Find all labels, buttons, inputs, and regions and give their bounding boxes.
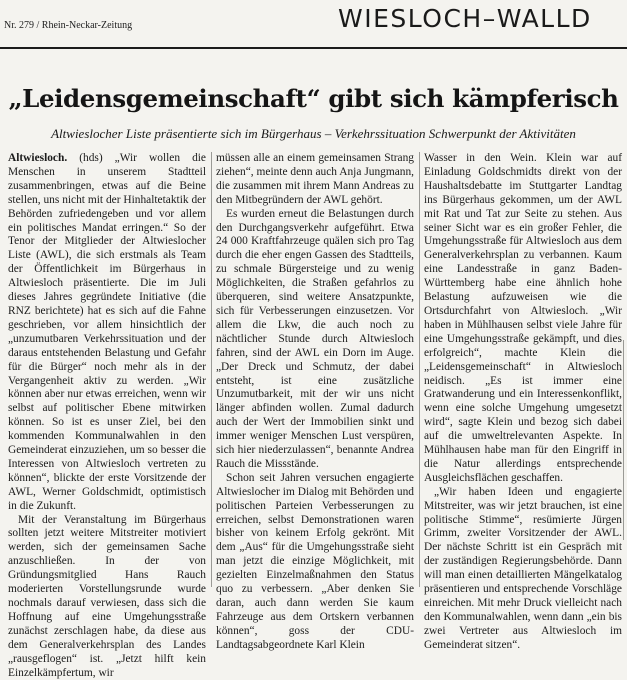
paragraph: Wasser in den Wein. Klein war auf Einladung Goldschmidts direkt von der Haushaltsdebatte im Stuttgarter Landtag ins Bürgerhaus gekommen, um der AWL mit Rat und Tat zur Seite zu stehen. Aus seiner Sicht war es ein großer Fehler, die Umgehungsstraße für Altwiesloch aus dem Generalverkehrsplan zu verbannen. Kaum eine Landesstraße in ganz Baden-Württemberg habe eine ähnlich hohe Belastung aufzuweisen wie die Ortsdurchfahrt von Altwiesloch. „Wir haben in Mühlhausen selbst viele Jahre für eine Umgehungsstraße gekämpft, und dies erfolgreich“, machte Klein die „Leidensgemeinschaft“ in Altwiesloch neidisch. „Es ist immer eine Gratwanderung und ein Interessenkonflikt, wenn eine solche Umgehung umgesetzt wird“, sagte Klein und bezog sich dabei auf die umweltrelevanten Aspekte. In Mühlhausen habe man für den Eingriff in die Natur allerdings entsprechende Ausgleichsflächen geschaffen.: [424, 152, 622, 484]
section-title: WIESLOCH–WALLD: [338, 4, 592, 33]
article-column-1: [8, 152, 206, 680]
paragraph: Mit der Veranstaltung im Bürgerhaus sollten jetzt weitere Mitstreiter motiviert werden, sich der gemeinsamen Sache anzuschließen. In der von Gründungsmitglied Hans Rauch moderierten Vorstellungsrunde wurde nochmals darauf verwiesen, dass sich die Hoffnung auf eine Umgehungsstraße zunächst zerschlagen habe, da diese aus dem Generalverkehrsplan des Landes „rausgeflogen“ ist. „Jetzt hilft kein Einzelkämpfertum, wir: [8, 513, 206, 679]
issue-label: Nr. 279 / Rhein-Neckar-Zeitung: [4, 20, 133, 31]
column-divider: [419, 152, 420, 587]
article-column-2: [216, 152, 414, 653]
paragraph-text: (hds) „Wir wollen die Menschen in unserem Stadtteil zusammenbringen, etwas auf die Beine stellen, uns nicht mit der Hinhaltetaktik der Behörden zufriedengeben und vor allem ein politisches Mandat erringen.“ So der Tenor der Mitglieder der Altwieslocher Liste (AWL), die sich erstmals als Team der Öffentlichkeit im Bürgerhaus in Altwiesloch präsentierte. Die im Juli dieses Jahres gegründete Initiative (die RNZ berichtete) hat es sich auf die Fahne geschrieben, vor allem hinsichtlich der „unzumutbaren Verkehrssituation und der daraus entstehenden Belastung und Gefahr für die Bürger“ noch mehr als in der Vergangenheit aktiv zu werden. „Wir können aber nur etwas erreichen, wenn wir selbst auf politischer Ebene mitwirken können. So ist es unser Ziel, bei den kommenden Kommunalwahlen in den Gemeinderat einzuziehen, um so besser die Interessen von Altwiesloch vertreten zu können“, blickte der erste Vorsitzende der AWL, Werner Goldschmidt, optimistisch in die Zukunft.: [8, 152, 206, 512]
paragraph: müssen alle an einem gemeinsamen Strang ziehen“, meinte denn auch Anja Jungmann, die zusammen mit ihrem Mann Andreas zu den Mitbegründern der AWL gehört.: [216, 152, 414, 206]
dateline: Altwiesloch.: [8, 152, 68, 164]
column-divider: [211, 152, 212, 587]
masthead-rule: [0, 47, 627, 49]
right-edge-divider: [623, 340, 624, 540]
paragraph: Schon seit Jahren versuchen engagierte Altwieslocher im Dialog mit Behörden und politischen Parteien Verbesserungen zu erreichen, selbst Demonstrationen waren bisher von keinem Erfolg gekrönt. Mit dem „Aus“ für die Umgehungsstraße sieht man jetzt die einzige Möglichkeit, mit gezielten Einzelmaßnahmen den Status quo zu verbessern. „Aber denken Sie daran, auch dann werden Sie kaum Fahrzeuge aus dem Ortskern verbannen können“, goss der CDU-Landtagsabgeordnete Karl Klein: [216, 471, 414, 651]
paragraph: Es wurden erneut die Belastungen durch den Durchgangsverkehr aufgeführt. Etwa 24 000 Kraftfahrzeuge quälen sich pro Tag durch die eher engen Gassen des Stadtteils, zu schmale Bürgersteige und zu wenig Möglichkeiten, die Straßen gefahrlos zu überqueren, sind weitere Ansatzpunkte, sich für Verbesserungen einzusetzen. Vor allem die Lkw, die auch noch zu nächtlicher Stunde durch Altwiesloch fahren, sind der AWL ein Dorn im Auge. „Der Dreck und Schmutz, der dabei entsteht, ist eine zusätzliche Unzumutbarkeit, mit der wir uns nicht länger abfinden wollen. Zumal dadurch auch der Wert der Immobilien sinkt und immer weniger Menschen Lust verspüren, sich hier niederzulassen“, benannte Andrea Rauch die Missstände.: [216, 207, 414, 470]
paragraph: [8, 152, 206, 514]
article-column-3: [424, 152, 622, 653]
subheadline: Altwieslocher Liste präsentierte sich im Bürgerhaus – Verkehrssituation Schwerpunkt der Aktivitäten: [51, 126, 576, 141]
paragraph: „Wir haben Ideen und engagierte Mitstreiter, was wir jetzt brauchen, ist eine politische Stimme“, resümierte Jürgen Grimm, zweiter Vorsitzender der AWL. Der nächste Schritt ist ein Gespräch mit der zuständigen Regierungsbehörde. Dann will man einen detaillierten Mängelkatalog präsentieren und entsprechende Vorschläge einreichen. Mit mehr Druck vielleicht nach den Kommunalwahlen, wenn dann „ein bis zwei Vertreter aus Altwiesloch im Gemeinderat sitzen“.: [424, 485, 622, 651]
headline: „Leidensgemeinschaft“ gibt sich kämpferisch: [8, 84, 619, 113]
